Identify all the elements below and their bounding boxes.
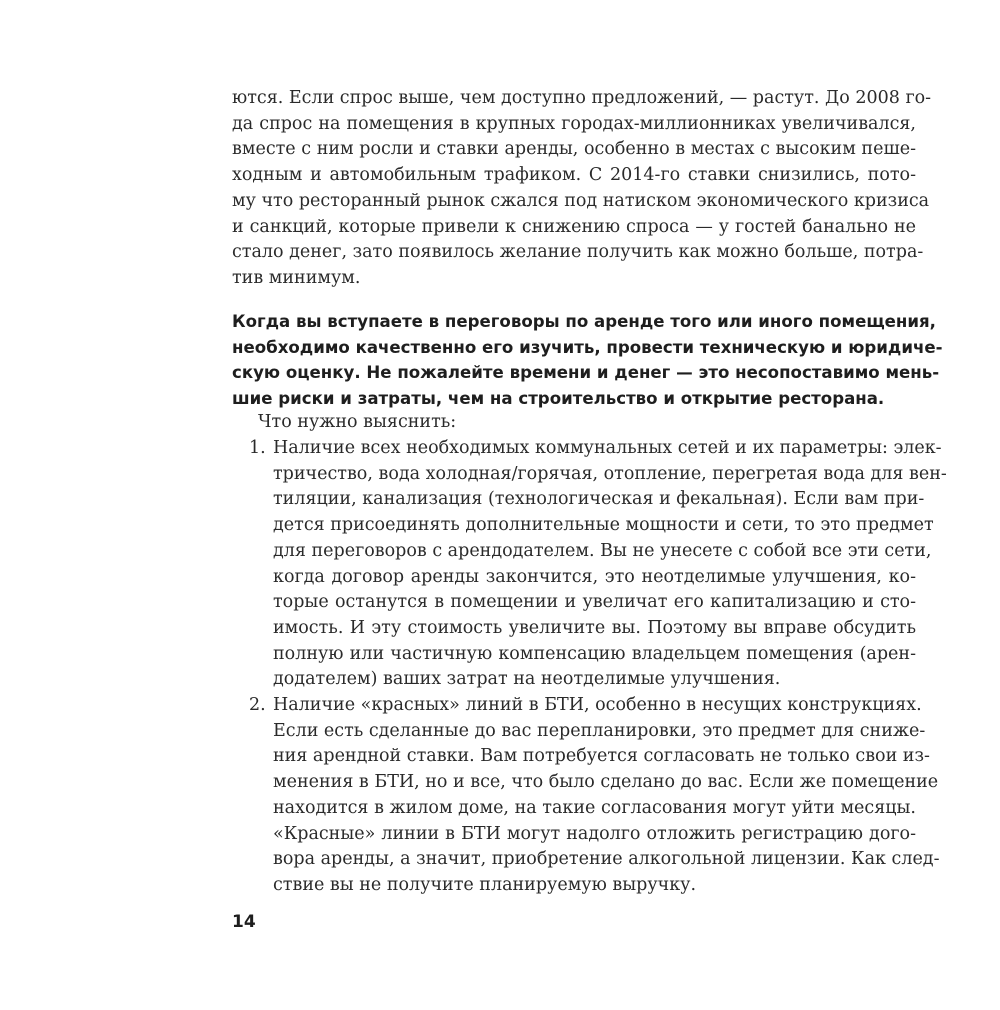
text-line: скую оценку. Не пожалейте времени и денег — это несопоставимо мень- (232, 363, 940, 383)
text-line: тиляции, канализация (технологическая и фекальная). Если вам при- (273, 489, 925, 510)
text-line: для переговоров с арендодателем. Вы не унесете с собой все эти сети, (273, 540, 932, 561)
text-line: ния арендной ставки. Вам потребуется согласовать не только свои из- (273, 746, 930, 767)
text-line: шие риски и затраты, чем на строительство и открытие ресторана. (232, 389, 885, 409)
text-line: Наличие всех необходимых коммунальных сетей и их параметры: элек- (273, 438, 942, 458)
text-line: торые останутся в помещении и увеличат его капитализацию и сто- (273, 592, 916, 613)
text-line: полную или частичную компенсацию владельцем помещения (арен- (273, 643, 916, 664)
list-intro: Что нужно выяснить: (258, 412, 457, 432)
text-line: Когда вы вступаете в переговоры по аренде того или иного помещения, (232, 312, 936, 331)
text-line: да спрос на помещения в крупных городах-миллионниках увеличивался, (232, 113, 916, 134)
text-line: тричество, вода холодная/горячая, отопление, перегретая вода для вен- (273, 463, 947, 484)
text-line: стало денег, зато появилось желание получить как можно больше, потра- (232, 242, 924, 263)
text-line: додателем) ваших затрат на неотделимые улучшения. (273, 669, 781, 690)
list-marker: 2. (249, 695, 266, 715)
text-line: вместе с ним росли и ставки аренды, особенно в местах с высоким пеше- (232, 139, 916, 160)
text-line: ются. Если спрос выше, чем доступно предложений, — растут. До 2008 го- (232, 88, 932, 108)
text-line: «Красные» линии в БТИ могут надолго отложить регистрацию дого- (273, 823, 916, 844)
list-marker: 1. (249, 438, 266, 458)
text-line: и санкций, которые привели к снижению спроса — у гостей банально не (232, 216, 916, 237)
text-line: Если есть сделанные до вас перепланировки, это предмет для сниже- (273, 720, 926, 741)
text-line: находится в жилом доме, на такие согласования могут уйти месяцы. (273, 797, 916, 818)
text-line: му что ресторанный рынок сжался под натиском экономического кризиса (232, 190, 930, 211)
page-number: 14 (232, 912, 256, 932)
text-line: имость. И эту стоимость увеличите вы. Поэтому вы вправе обсудить (273, 617, 916, 638)
text-line: необходимо качественно его изучить, провести техническую и юридиче- (232, 337, 943, 357)
text-line: тив минимум. (232, 267, 361, 288)
text-line: ствие вы не получите планируемую выручку. (273, 874, 697, 895)
text-line: ходным и автомобильным трафиком. С 2014-го ставки снизились, пото- (232, 165, 916, 186)
text-line: менения в БТИ, но и все, что было сделано до вас. Если же помещение (273, 772, 939, 793)
text-line: вора аренды, а значит, приобретение алкогольной лицензии. Как след- (273, 849, 940, 870)
text-line: когда договор аренды закончится, это неотделимые улучшения, ко- (273, 566, 916, 587)
text-line: Наличие «красных» линий в БТИ, особенно в несущих конструкциях. (273, 695, 922, 715)
text-line: дется присоединять дополнительные мощности и сети, то это предмет (273, 515, 934, 536)
